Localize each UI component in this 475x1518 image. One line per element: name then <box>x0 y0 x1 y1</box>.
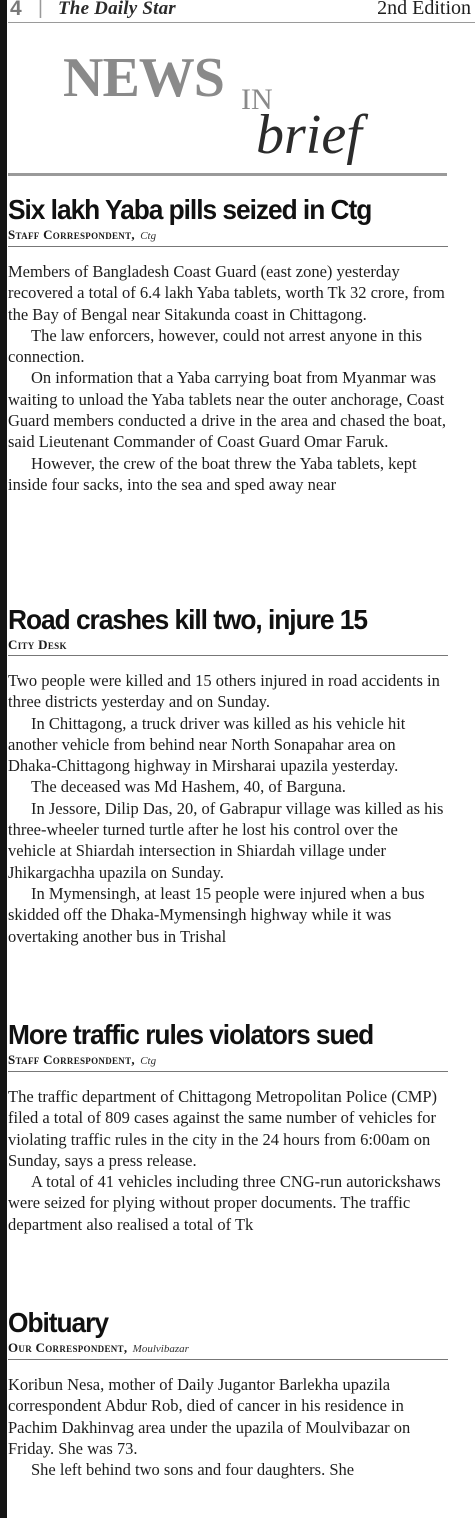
story-body <box>8 1374 448 1480</box>
byline-location: Moulvibazar <box>132 1343 189 1355</box>
logo-brief-text: brief <box>256 104 362 166</box>
story-byline <box>8 637 448 656</box>
story-headline: Road crashes kill two, injure 15 <box>8 604 367 635</box>
story-paragraph: Members of Bangladesh Coast Guard (east zone) yesterday recovered a total of 6.4 lakh Yaba tablets, worth Tk 32 crore, from the Bay of Bengal near Sitakunda coast in Chittagong. <box>8 262 445 324</box>
story-headline: Obituary <box>8 1307 108 1338</box>
byline-author: Our Correspondent, <box>8 1340 128 1355</box>
logo-news-text: NEWS <box>63 47 224 109</box>
story-headline: Six lakh Yaba pills seized in Ctg <box>8 194 372 225</box>
newspaper-name: The Daily Star <box>58 0 176 19</box>
logo-in-text: IN <box>241 83 273 116</box>
page-spine <box>0 0 7 1518</box>
page-number: 4 <box>10 0 22 20</box>
story-body <box>8 670 448 947</box>
story-paragraph: However, the crew of the boat threw the Yaba tablets, kept inside four sacks, into the sea and sped away near <box>8 453 417 494</box>
story-paragraph: A total of 41 vehicles including three CNG-run autorickshaws were seized for plying without proper documents. The traffic department also realised a total of Tk <box>8 1172 441 1234</box>
story-body <box>8 1086 448 1235</box>
story-paragraph: The traffic department of Chittagong Metropolitan Police (CMP) filed a total of 809 cases against the same number of vehicles for violating traffic rules in the city in the 24 hours from 6:00am on Sunday, says a press release. <box>8 1087 438 1170</box>
story-yaba-seizure <box>8 193 448 495</box>
story-obituary <box>8 1306 448 1480</box>
masthead-separator: | <box>38 0 43 19</box>
story-paragraph: The deceased was Md Hashem, 40, of Barguna. <box>31 777 346 797</box>
story-road-crashes <box>8 603 448 947</box>
story-byline <box>8 1052 448 1072</box>
story-headline: More traffic rules violators sued <box>8 1019 374 1050</box>
story-paragraph: On information that a Yaba carrying boat from Myanmar was waiting to unload the Yaba tablets near the outer anchorage, Coast Guard members conducted a drive in the area and chased the boat, said Lieutenant Commander of Coast Guard Omar Faruk. <box>8 368 446 452</box>
byline-author: Staff Correspondent, <box>8 227 135 242</box>
story-traffic-violators <box>8 1018 448 1235</box>
story-paragraph: In Jessore, Dilip Das, 20, of Gabrapur village was killed as his three-wheeler turned turtle after he lost his control over the vehicle at Shiardah intersection in Shiardah village under Jhikargachha upazila on Sunday. <box>8 798 444 882</box>
byline-author: Staff Correspondent, <box>8 1052 135 1067</box>
story-byline <box>8 227 448 247</box>
story-byline <box>8 1340 448 1360</box>
story-paragraph: In Chittagong, a truck driver was killed as his vehicle hit another vehicle from behind near North Sonapahar area on Dhaka-Chittagong highway in Mirsharai upazila yesterday. <box>8 713 406 776</box>
byline-location: Ctg <box>140 230 157 242</box>
news-in-brief-logo <box>8 23 447 176</box>
byline-location: Ctg <box>140 1055 157 1067</box>
masthead <box>8 0 475 23</box>
newspaper-page <box>8 0 475 1480</box>
story-paragraph: In Mymensingh, at least 15 people were injured when a bus skidded off the Dhaka-Mymensingh highway while it was overtaking another bus in Trishal <box>8 883 425 946</box>
edition-label: 2nd Edition <box>377 0 471 19</box>
story-paragraph: Koribun Nesa, mother of Daily Jugantor Barlekha upazila correspondent Abdur Rob, died of cancer in his residence in Pachim Dakhinvag area under the upazila of Moulvibazar on Friday. She was 73. <box>8 1375 411 1458</box>
story-paragraph: Two people were killed and 15 others injured in road accidents in three districts yesterday and on Sunday. <box>8 671 440 712</box>
story-paragraph: The law enforcers, however, could not arrest anyone in this connection. <box>8 325 423 367</box>
story-body <box>8 261 448 495</box>
byline-author: City Desk <box>8 637 67 652</box>
story-paragraph: She left behind two sons and four daughters. She <box>31 1460 355 1480</box>
